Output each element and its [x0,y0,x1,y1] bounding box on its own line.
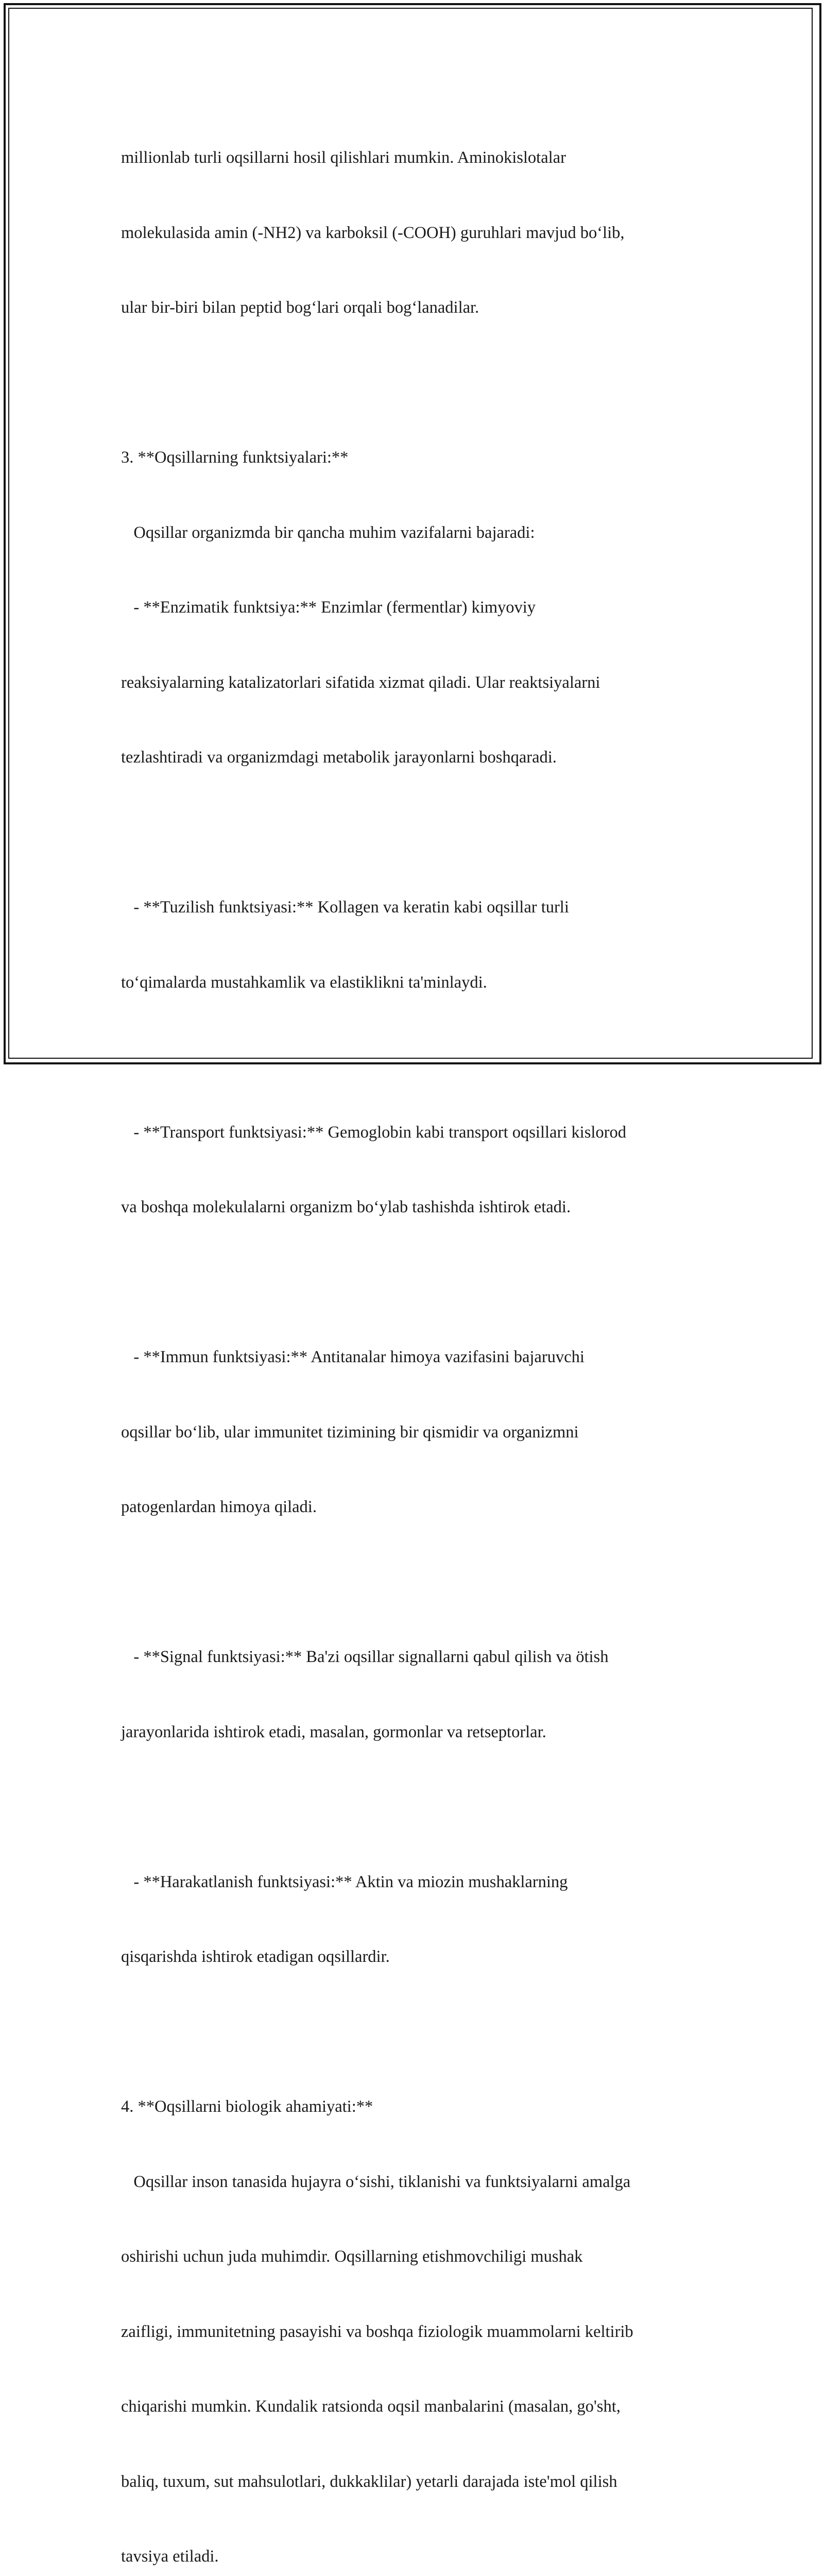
list-item-line: - **Enzimatik funktsiya:** Enzimlar (fermentlar) kimyoviy [121,598,536,617]
text-line: Oqsillar organizmda bir qancha muhim vazifalarni bajaradi: [121,523,535,542]
text-line: jarayonlarida ishtirok etadi, masalan, gormonlar va retseptorlar. [121,1722,546,1741]
list-item-line: - **Immun funktsiyasi:** Antitanalar himoya vazifasini bajaruvchi [121,1348,585,1366]
blank-line [121,820,713,845]
text-line: oqsillar bo‘lib, ular immunitet tizimining bir qismidir va organizmni [121,1422,579,1442]
blank-line [121,1570,713,1595]
list-item-line: - **Signal funktsiyasi:** Ba'zi oqsillar signallarni qabul qilish va ötish [121,1648,609,1666]
list-item-line: - **Harakatlanish funktsiyasi:** Aktin va miozin mushaklarning [121,1872,568,1891]
list-item-line: - **Transport funktsiyasi:** Gemoglobin kabi transport oqsillari kislorod [121,1123,626,1142]
text-line: baliq, tuxum, sut mahsulotlari, dukkaklilar) yetarli darajada iste'mol qilish [121,2472,617,2491]
text-line: chiqarishi mumkin. Kundalik ratsionda oqsil manbalarini (masalan, go'sht, [121,2397,621,2416]
section-heading: 3. **Oqsillarning funktsiyalari:** [121,448,349,467]
section-heading: 4. **Oqsillarni biologik ahamiyati:** [121,2097,373,2116]
text-line: patogenlardan himoya qiladi. [121,1498,317,1516]
text-line: reaksiyalarning katalizatorlari sifatida xizmat qiladi. Ular reaktsiyalarni [121,673,600,692]
text-line: ular bir-biri bilan peptid bog‘lari orqali bog‘lanadilar. [121,298,479,317]
text-line: to‘qimalarda mustahkamlik va elastiklikni ta'minlaydi. [121,973,487,992]
blank-line [121,1794,713,1820]
text-line: tezlashtiradi va organizmdagi metabolik jarayonlarni boshqaradi. [121,748,557,767]
text-line: tavsiya etiladi. [121,2547,219,2566]
text-line: qisqarishda ishtirok etadigan oqsillardir. [121,1947,390,1966]
list-item-line: - **Tuzilish funktsiyasi:** Kollagen va keratin kabi oqsillar turli [121,898,569,917]
blank-line [121,1045,713,1070]
blank-line [121,370,713,396]
document-body [121,95,713,2576]
blank-line [121,1270,713,1295]
blank-line [121,2020,713,2045]
text-line: Oqsillar inson tanasida hujayra o‘sishi, tiklanishi va funktsiyalarni amalga [121,2172,631,2191]
text-line: oshirishi uchun juda muhimdir. Oqsillarning etishmovchiligi mushak [121,2247,583,2266]
text-line: millionlab turli oqsillarni hosil qilishlari mumkin. Aminokislotalar [121,148,566,167]
text-line: molekulasida amin (-NH2) va karboksil (-COOH) guruhlari mavjud bo‘lib, [121,223,625,242]
text-line: zaifligi, immunitetning pasayishi va boshqa fiziologik muammolarni keltirib [121,2322,633,2341]
text-line: va boshqa molekulalarni organizm bo‘ylab tashishda ishtirok etadi. [121,1198,571,1216]
